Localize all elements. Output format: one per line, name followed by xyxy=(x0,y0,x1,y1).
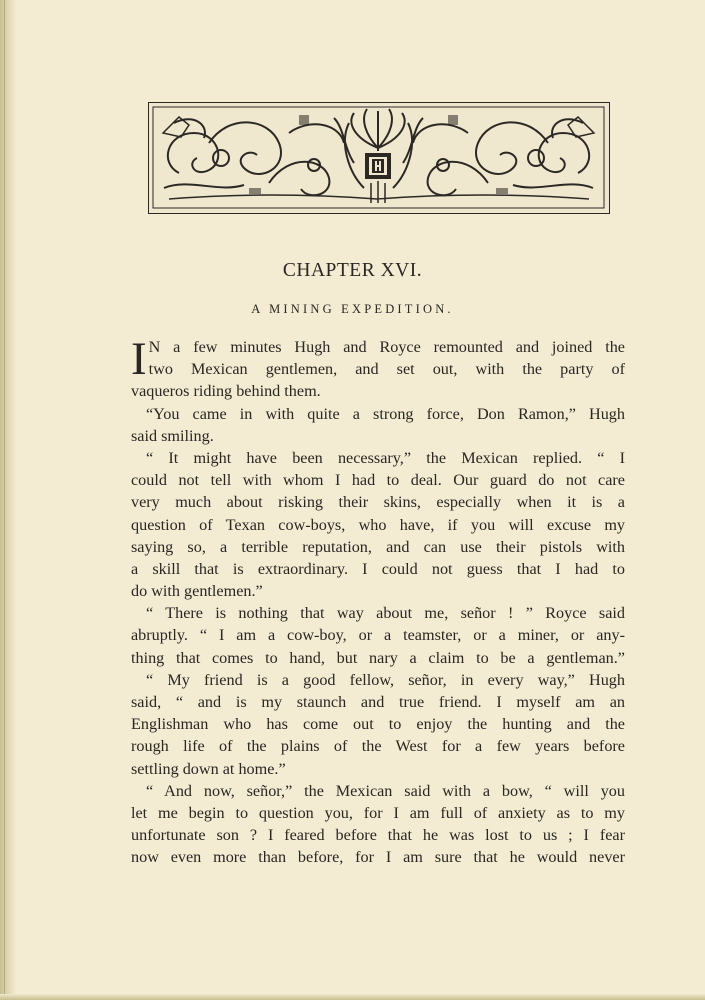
text-line: very much about risking their skins, especially when it is a xyxy=(131,493,625,512)
text-line: thing that comes to hand, but nary a claim to be a gentleman.” xyxy=(131,648,625,667)
text-line: vaqueros riding behind them. xyxy=(131,382,321,401)
spine-edge-line xyxy=(4,0,5,1000)
text-line: “ There is nothing that way about me, señor ! ” Royce said xyxy=(146,604,625,623)
text-line: “ It might have been necessary,” the Mexican replied. “ I xyxy=(146,448,625,467)
chapter-heading: CHAPTER XVI. xyxy=(282,260,423,281)
text-line: saying so, a terrible reputation, and can use their pistols with xyxy=(131,537,625,556)
text-line: a skill that is extraordinary. I could not guess that I had to xyxy=(131,559,625,578)
body-text xyxy=(131,333,625,869)
book-spine-shadow xyxy=(0,0,16,1000)
text-line: let me begin to question you, for I am full of anxiety as to my xyxy=(131,803,625,822)
chapter-title: A MINING EXPEDITION. xyxy=(251,302,454,316)
text-line: two Mexican gentlemen, and set out, with the party of xyxy=(148,360,625,379)
text-line: abruptly. “ I am a cow-boy, or a teamster, or a miner, or any- xyxy=(131,626,625,645)
text-line: said, “ and is my staunch and true friend. I myself am an xyxy=(131,693,625,711)
text-line: “ My friend is a good fellow, señor, in every way,” Hugh xyxy=(146,670,625,689)
drop-cap: I xyxy=(131,333,147,385)
text-line: said smiling. xyxy=(131,426,214,445)
text-line: unfortunate son ? I feared before that he was lost to us ; I fear xyxy=(131,826,625,845)
text-line: do with gentlemen.” xyxy=(131,582,263,601)
ornament-scrollwork-icon xyxy=(149,103,608,212)
decorative-headpiece xyxy=(148,102,610,214)
text-line: settling down at home.” xyxy=(131,759,286,778)
text-line: could not tell with whom I had to deal. Our guard do not care xyxy=(131,471,625,490)
text-line: Englishman who has come out to enjoy the hunting and the xyxy=(131,715,625,734)
text-line: rough life of the plains of the West for a few years before xyxy=(131,737,625,756)
text-line: “You came in with quite a strong force, Don Ramon,” Hugh xyxy=(146,404,625,423)
text-line: N a few minutes Hugh and Royce remounted and joined the xyxy=(148,338,625,356)
text-line: “ And now, señor,” the Mexican said with a bow, “ will you xyxy=(146,781,625,800)
text-line: now even more than before, for I am sure that he would never xyxy=(131,848,625,867)
page-bottom-edge xyxy=(0,994,705,1000)
text-line: question of Texan cow-boys, who have, if you will excuse my xyxy=(131,515,625,534)
